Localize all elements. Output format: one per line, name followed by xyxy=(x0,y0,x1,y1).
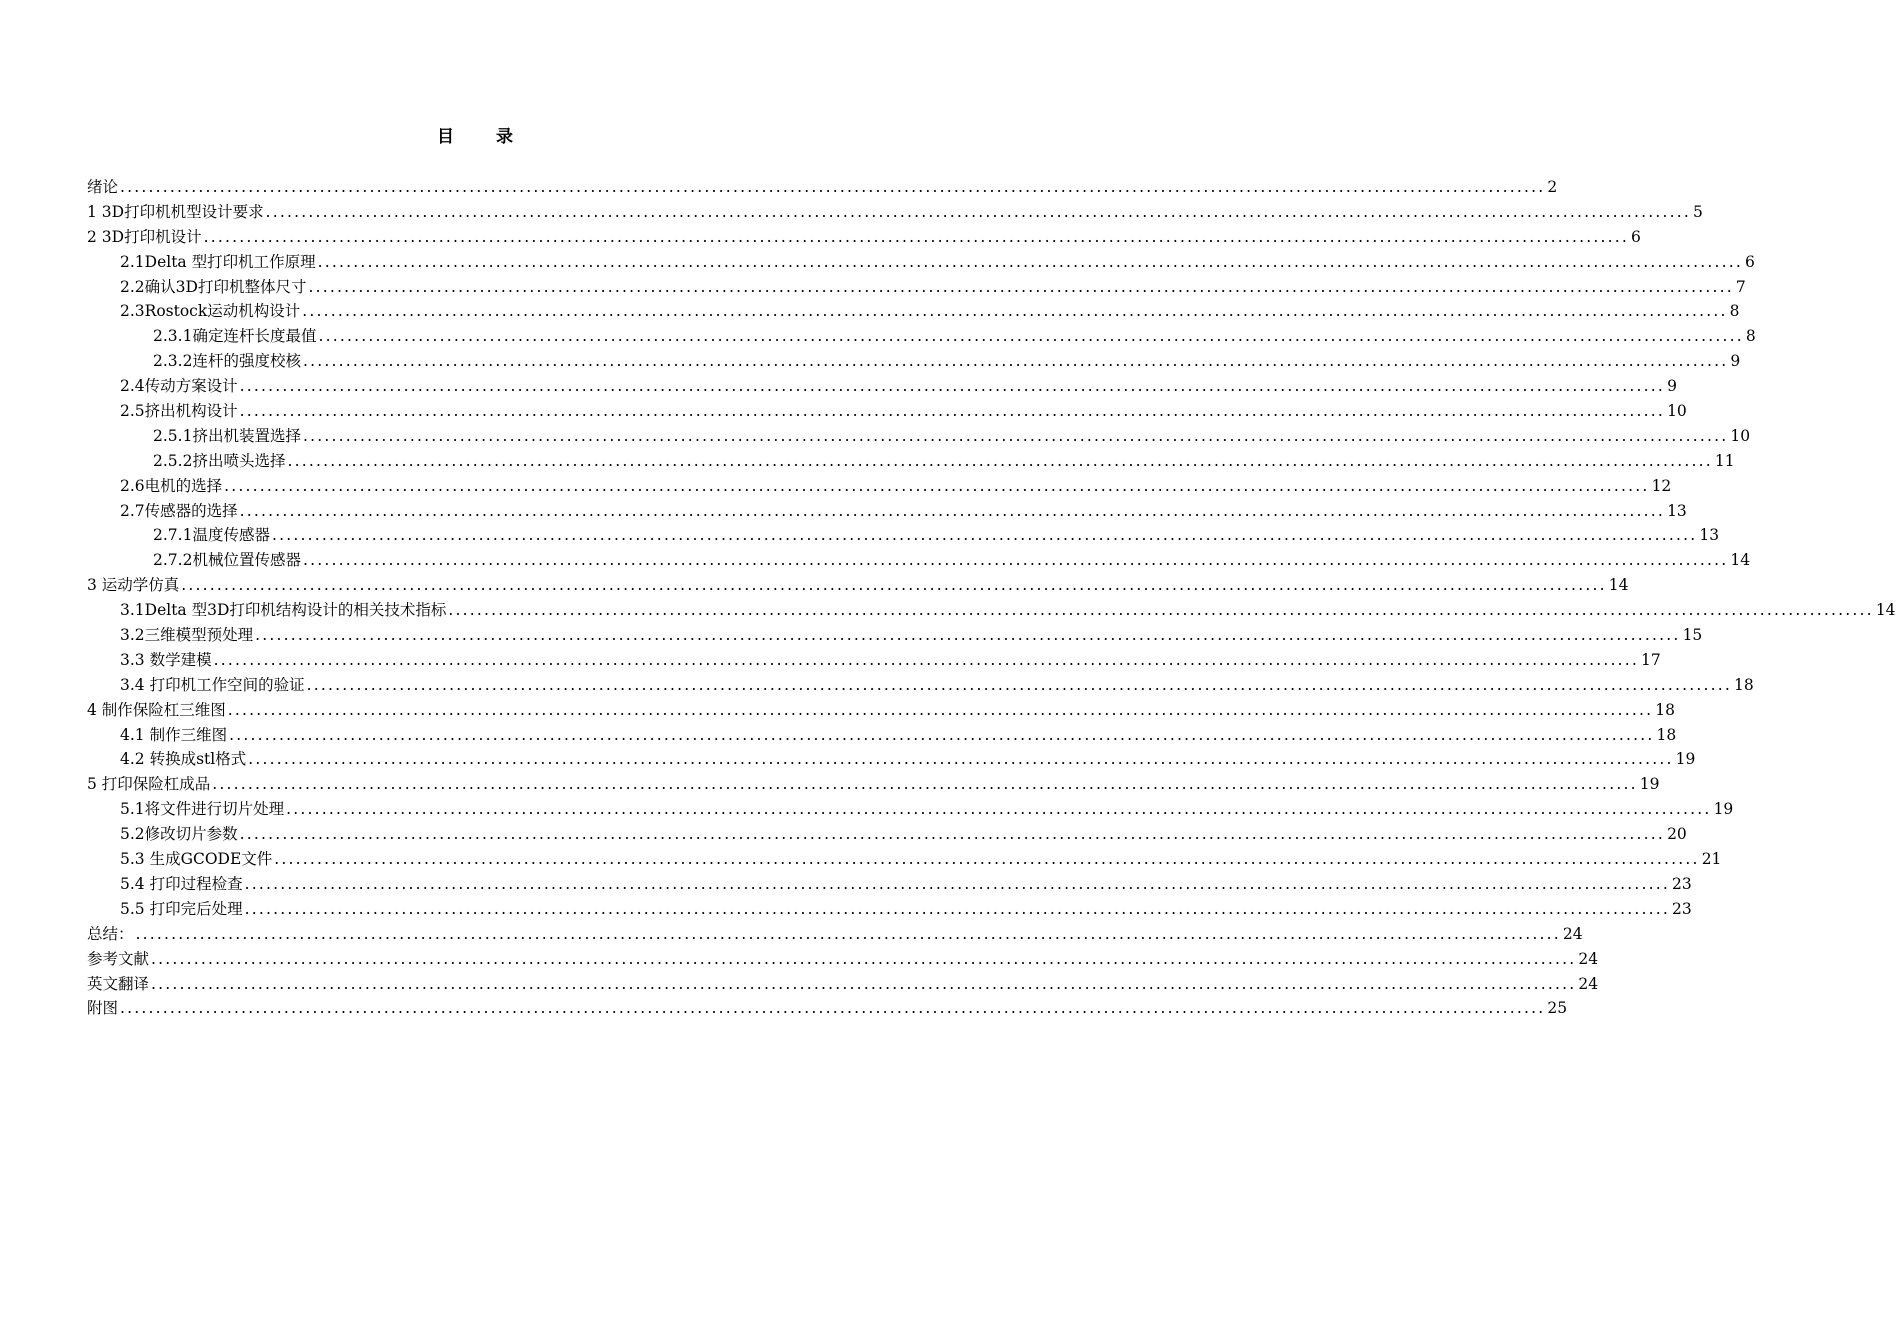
toc-entry-page: 10 xyxy=(1730,426,1751,445)
toc-entry-page: 24 xyxy=(1578,974,1599,993)
toc-entry-label: 4.1 制作三维图 xyxy=(120,725,228,744)
toc-entry-label: 5 打印保险杠成品 xyxy=(87,775,211,794)
toc-entry[interactable] xyxy=(87,847,1722,872)
toc-entry-label: 4 制作保险杠三维图 xyxy=(87,700,226,719)
toc-entry-page: 9 xyxy=(1730,352,1741,371)
toc-leader-dots: ........................................................................................................................................................................................................ xyxy=(265,202,1691,221)
toc-leader-dots: ........................................................................................................................................................................................................ xyxy=(239,501,1666,520)
toc-entry-label: 总结： xyxy=(87,924,134,943)
toc-leader-dots: ........................................................................................................................................................................................................ xyxy=(212,775,1638,794)
toc-entry-page: 18 xyxy=(1656,725,1677,744)
toc-entry[interactable] xyxy=(87,275,1746,300)
toc-entry-label: 2.2确认3D打印机整体尺寸 xyxy=(120,277,307,296)
toc-entry-page: 23 xyxy=(1671,899,1692,918)
toc-leader-dots: ........................................................................................................................................................................................................ xyxy=(224,476,1650,495)
toc-leader-dots: ........................................................................................................................................................................................................ xyxy=(239,402,1666,421)
toc-entry-page: 6 xyxy=(1630,227,1641,246)
toc-entry-page: 24 xyxy=(1578,949,1599,968)
toc-leader-dots: ........................................................................................................................................................................................................ xyxy=(306,675,1732,694)
toc-entry-page: 19 xyxy=(1713,800,1734,819)
toc-entry-page: 7 xyxy=(1735,277,1746,296)
toc-entry-label: 5.5 打印完后处理 xyxy=(120,899,243,918)
toc-entry[interactable] xyxy=(87,872,1692,897)
toc-leader-dots: ........................................................................................................................................................................................................ xyxy=(120,999,1546,1018)
toc-entry-label: 3 运动学仿真 xyxy=(87,576,180,595)
toc-leader-dots: ........................................................................................................................................................................................................ xyxy=(318,327,1744,346)
toc-entry[interactable] xyxy=(87,200,1703,225)
toc-entry-label: 2.7.1温度传感器 xyxy=(153,526,270,545)
toc-leader-dots: ........................................................................................................................................................................................................ xyxy=(302,302,1728,321)
toc-entry-page: 17 xyxy=(1640,650,1661,669)
toc-entry[interactable] xyxy=(87,648,1661,673)
toc-entry-label: 绪论 xyxy=(87,178,119,196)
toc-entry[interactable] xyxy=(87,474,1672,499)
toc-entry[interactable] xyxy=(87,922,1583,947)
toc-leader-dots: ........................................................................................................................................................................................................ xyxy=(287,451,1713,470)
toc-entry-label: 2.4传动方案设计 xyxy=(120,377,238,396)
toc-entry[interactable] xyxy=(87,548,1751,573)
toc-entry-label: 2 3D打印机设计 xyxy=(87,227,202,246)
toc-entry-label: 4.2 转换成stl格式 xyxy=(120,750,247,769)
toc-entry-page: 14 xyxy=(1875,601,1896,620)
toc-leader-dots: ........................................................................................................................................................................................................ xyxy=(151,949,1577,968)
toc-leader-dots: ........................................................................................................................................................................................................ xyxy=(308,277,1734,296)
toc-entry-label: 3.3 数学建模 xyxy=(120,650,212,669)
toc-entry[interactable] xyxy=(87,623,1703,648)
toc-leader-dots: ........................................................................................................................................................................................................ xyxy=(135,924,1561,943)
toc-entry[interactable] xyxy=(87,747,1696,772)
toc-entry-page: 14 xyxy=(1730,551,1751,570)
toc-leader-dots: ........................................................................................................................................................................................................ xyxy=(120,178,1546,196)
toc-leader-dots: ........................................................................................................................................................................................................ xyxy=(229,725,1655,744)
toc-entry[interactable] xyxy=(87,598,1896,623)
toc-entry-label: 2.3.1确定连杆长度最值 xyxy=(153,327,317,346)
toc-entry[interactable] xyxy=(87,250,1755,275)
toc-entry-page: 11 xyxy=(1714,451,1735,470)
toc-leader-dots: ........................................................................................................................................................................................................ xyxy=(255,626,1681,645)
toc-entry[interactable] xyxy=(87,523,1720,548)
toc-entry[interactable] xyxy=(87,897,1692,922)
toc-entry-page: 19 xyxy=(1639,775,1660,794)
toc-entry-page: 10 xyxy=(1667,402,1687,421)
toc-entry[interactable] xyxy=(87,399,1687,424)
toc-entry[interactable] xyxy=(87,349,1741,374)
toc-entry-label: 1 3D打印机机型设计要求 xyxy=(87,202,264,221)
toc-entry[interactable] xyxy=(87,175,1558,200)
toc-leader-dots: ........................................................................................................................................................................................................ xyxy=(248,750,1674,769)
toc-entry[interactable] xyxy=(87,299,1740,324)
toc-entry-label: 英文翻译 xyxy=(87,974,150,993)
toc-entry-label: 3.2三维模型预处理 xyxy=(120,626,254,645)
toc-entry[interactable] xyxy=(87,324,1756,349)
toc-entry-label: 3.4 打印机工作空间的验证 xyxy=(120,675,305,694)
toc-entry[interactable] xyxy=(87,723,1677,748)
toc-leader-dots: ........................................................................................................................................................................................................ xyxy=(271,526,1698,545)
toc-entry[interactable] xyxy=(87,225,1641,250)
table-of-contents xyxy=(87,175,1896,1021)
toc-entry-page: 23 xyxy=(1671,874,1692,893)
toc-entry-page: 13 xyxy=(1667,501,1687,520)
toc-leader-dots: ........................................................................................................................................................................................................ xyxy=(151,974,1577,993)
toc-leader-dots: ........................................................................................................................................................................................................ xyxy=(181,576,1607,595)
toc-leader-dots: ........................................................................................................................................................................................................ xyxy=(244,874,1670,893)
toc-leader-dots: ........................................................................................................................................................................................................ xyxy=(203,227,1629,246)
toc-entry[interactable] xyxy=(87,822,1687,847)
toc-entry-label: 5.3 生成GCODE文件 xyxy=(120,850,273,869)
toc-entry-label: 2.5挤出机构设计 xyxy=(120,402,238,421)
toc-entry[interactable] xyxy=(87,573,1629,598)
toc-leader-dots: ........................................................................................................................................................................................................ xyxy=(286,800,1712,819)
toc-entry-page: 15 xyxy=(1682,626,1703,645)
toc-entry-page: 18 xyxy=(1733,675,1754,694)
toc-leader-dots: ........................................................................................................................................................................................................ xyxy=(244,899,1670,918)
toc-leader-dots: ........................................................................................................................................................................................................ xyxy=(239,377,1666,396)
toc-entry[interactable] xyxy=(87,424,1751,449)
toc-entry-label: 2.1Delta 型打印机工作原理 xyxy=(120,252,316,271)
toc-entry-label: 2.3.2连杆的强度校核 xyxy=(153,352,301,371)
toc-entry-label: 5.2修改切片参数 xyxy=(120,825,238,844)
toc-leader-dots: ........................................................................................................................................................................................................ xyxy=(302,352,1729,371)
toc-entry-page: 6 xyxy=(1745,252,1755,271)
toc-entry[interactable] xyxy=(87,972,1599,997)
toc-entry-label: 2.5.2挤出喷头选择 xyxy=(153,451,286,470)
toc-entry[interactable] xyxy=(87,797,1734,822)
toc-leader-dots: ........................................................................................................................................................................................................ xyxy=(302,551,1729,570)
toc-entry-page: 14 xyxy=(1608,576,1629,595)
toc-entry[interactable] xyxy=(87,947,1599,972)
toc-entry-page: 8 xyxy=(1729,302,1740,321)
toc-entry-label: 5.1将文件进行切片处理 xyxy=(120,800,285,819)
toc-entry-label: 5.4 打印过程检查 xyxy=(120,874,243,893)
toc-entry[interactable] xyxy=(87,698,1675,723)
toc-entry[interactable] xyxy=(87,374,1677,399)
toc-entry[interactable] xyxy=(87,449,1735,474)
toc-entry[interactable] xyxy=(87,673,1754,698)
toc-leader-dots: ........................................................................................................................................................................................................ xyxy=(227,700,1654,719)
toc-entry[interactable] xyxy=(87,772,1660,797)
toc-leader-dots: ........................................................................................................................................................................................................ xyxy=(302,426,1729,445)
page-title: 目 录 xyxy=(437,127,531,147)
toc-entry-label: 3.1Delta 型3D打印机结构设计的相关技术指标 xyxy=(120,601,447,620)
toc-entry-label: 2.7传感器的选择 xyxy=(120,501,238,520)
toc-entry-label: 2.5.1挤出机装置选择 xyxy=(153,426,301,445)
toc-entry-page: 25 xyxy=(1547,999,1568,1018)
toc-entry-page: 13 xyxy=(1699,526,1720,545)
toc-entry-page: 8 xyxy=(1745,327,1756,346)
toc-entry-label: 2.6电机的选择 xyxy=(120,476,223,495)
toc-entry-label: 附图 xyxy=(87,999,119,1018)
toc-leader-dots: ........................................................................................................................................................................................................ xyxy=(317,252,1744,271)
toc-entry-page: 12 xyxy=(1651,476,1672,495)
toc-entry-page: 2 xyxy=(1547,178,1558,196)
toc-entry-label: 参考文献 xyxy=(87,949,150,968)
toc-leader-dots: ........................................................................................................................................................................................................ xyxy=(274,850,1700,869)
toc-entry-page: 20 xyxy=(1667,825,1687,844)
toc-entry-page: 9 xyxy=(1667,377,1677,396)
toc-leader-dots: ........................................................................................................................................................................................................ xyxy=(239,825,1666,844)
toc-leader-dots: ........................................................................................................................................................................................................ xyxy=(448,601,1874,620)
toc-entry[interactable] xyxy=(87,499,1687,524)
toc-entry-page: 5 xyxy=(1692,202,1703,221)
toc-entry-label: 2.3Rostock运动机构设计 xyxy=(120,302,301,321)
toc-entry-page: 18 xyxy=(1655,700,1675,719)
toc-leader-dots: ........................................................................................................................................................................................................ xyxy=(213,650,1639,669)
toc-entry-page: 21 xyxy=(1701,850,1722,869)
toc-entry-page: 19 xyxy=(1675,750,1696,769)
toc-entry[interactable] xyxy=(87,996,1568,1021)
toc-entry-label: 2.7.2机械位置传感器 xyxy=(153,551,301,570)
toc-entry-page: 24 xyxy=(1562,924,1583,943)
